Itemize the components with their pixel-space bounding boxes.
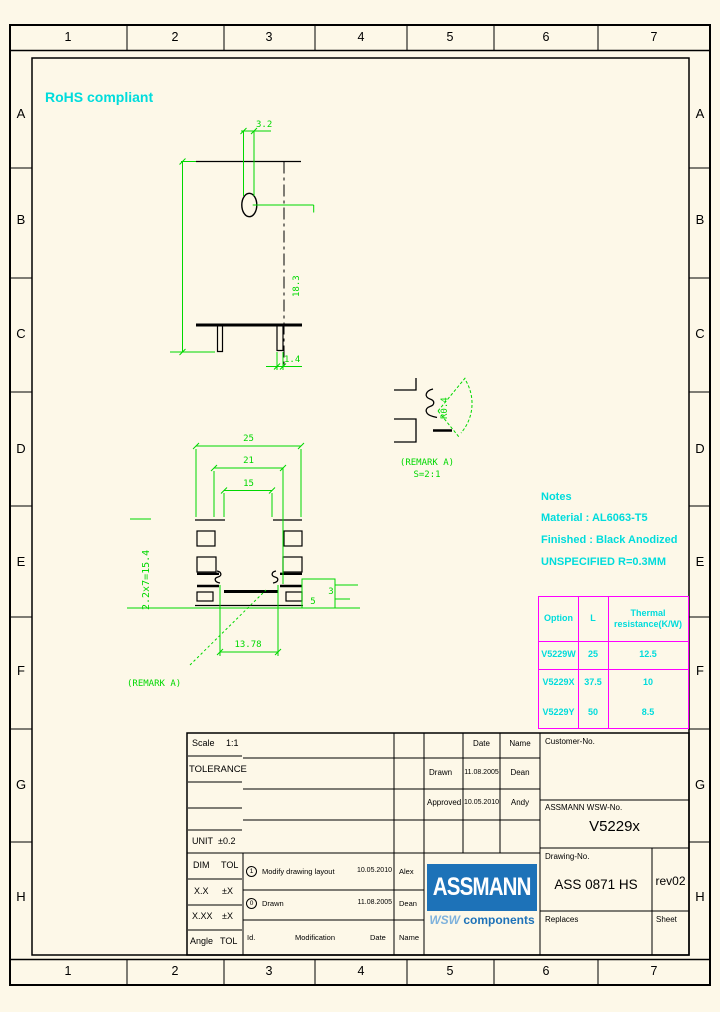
notes-title: Notes: [541, 491, 572, 503]
dim-overall-width: 25: [243, 434, 254, 444]
grid-col-label: 6: [542, 30, 550, 44]
revision-id-badge: 1: [246, 866, 257, 877]
scale-label: Scale: [192, 738, 215, 748]
grid-row-label: E: [695, 554, 705, 569]
dim-groove-span: 13.78: [234, 640, 262, 650]
grid-col-label: 2: [171, 30, 179, 44]
drawn-date: 11.08.2005: [464, 769, 499, 776]
grid-col-label: 3: [265, 30, 273, 44]
grid-row-label: G: [694, 777, 706, 792]
grid-col-label: 4: [357, 30, 365, 44]
drawn-label: Drawn: [429, 768, 453, 777]
grid-col-label: 1: [64, 30, 72, 44]
tol-label: TOL: [221, 860, 239, 870]
grid-row-label: H: [695, 889, 705, 904]
dim-label: DIM: [193, 860, 210, 870]
option-cell: V5229X: [542, 677, 575, 688]
revision-id-badge: 0: [246, 898, 257, 909]
logo-components-text: components: [463, 913, 535, 927]
sheet-frame: [10, 25, 710, 985]
dim-slot-width: 3.2: [256, 120, 273, 130]
dim-outer-span: 21: [243, 456, 254, 466]
wsw-no-value: V5229x: [589, 818, 640, 835]
notes-unspecified: UNSPECIFIED R=0.3MM: [541, 556, 666, 568]
approved-date: 10.05.2010: [463, 799, 500, 806]
grid-col-label: 5: [446, 964, 454, 978]
option-cell: V5229Y: [542, 706, 575, 717]
grid-row-label: D: [16, 441, 26, 456]
dim-3: 3: [328, 587, 334, 597]
thermal-cell: 8.5: [641, 706, 655, 717]
col-header-thermal: Thermal resistance(K/W): [613, 607, 683, 629]
grid-row-label: A: [695, 106, 705, 121]
top-view: [170, 120, 314, 370]
remark-callout: (REMARK A): [127, 679, 182, 689]
options-table: [538, 596, 689, 729]
thermal-cell: 10: [642, 677, 653, 688]
grid-row-label: E: [16, 554, 26, 569]
rev-footer-name: Name: [399, 933, 420, 942]
name-header: Name: [509, 739, 531, 748]
grid-col-label: 7: [650, 964, 658, 978]
dim-body-height: 18.3: [292, 275, 302, 297]
dim-inner-span: 15: [243, 479, 254, 489]
grid-row-label: F: [696, 663, 704, 678]
bottom-view: [127, 434, 360, 689]
dim-detail-radius: R0.4: [440, 397, 450, 419]
tol-row-tol: ±X: [222, 886, 233, 896]
scale-value: 1:1: [226, 738, 239, 748]
rohs-badge: RoHS compliant: [45, 89, 154, 105]
dim-leg-width: 1.4: [284, 355, 301, 365]
grid-row-label: D: [695, 441, 705, 456]
sheet-label: Sheet: [656, 915, 677, 924]
l-cell: 50: [587, 706, 598, 717]
tolerance-label: TOLERANCE: [189, 764, 247, 775]
grid-col-label: 2: [171, 964, 179, 978]
detail-scale: S=2:1: [413, 470, 441, 480]
grid-row-label: H: [16, 889, 26, 904]
revision-name: Alex: [399, 867, 414, 876]
thermal-cell: 12.5: [639, 649, 657, 660]
angle-tol-label: TOL: [220, 936, 238, 946]
rev-footer-modification: Modification: [294, 933, 336, 942]
customer-no-label: Customer-No.: [545, 737, 595, 746]
l-cell: 25: [587, 649, 598, 660]
rev-footer-date: Date: [370, 933, 386, 942]
grid-col-label: 3: [265, 964, 273, 978]
revision-value: rev02: [655, 874, 686, 888]
revision-name: Dean: [399, 899, 417, 908]
grid-row-label: G: [15, 777, 27, 792]
unit-value: ±0.2: [218, 836, 236, 846]
tol-row-dim: X.XX: [192, 911, 213, 921]
rev-footer-id: Id.: [247, 933, 256, 942]
detail-view: [394, 377, 472, 480]
revision-modification: Modify drawing layout: [262, 867, 335, 876]
replaces-label: Replaces: [545, 915, 579, 924]
grid-row-label: F: [17, 663, 25, 678]
drawing-no-label: Drawing-No.: [545, 852, 590, 861]
dim-5: 5: [310, 597, 316, 607]
unit-label: UNIT: [192, 836, 213, 846]
revision-date: 11.08.2005: [357, 899, 392, 906]
col-header-option: Option: [544, 613, 573, 624]
grid-col-label: 1: [64, 964, 72, 978]
dim-fin-pitch: 2.2x7=15.4: [141, 549, 152, 610]
grid-row-label: B: [16, 212, 26, 227]
option-cell: V5229W: [541, 649, 576, 660]
grid-col-label: 7: [650, 30, 658, 44]
grid-col-label: 5: [446, 30, 454, 44]
tol-row-dim: X.X: [194, 886, 209, 896]
approved-name: Andy: [510, 798, 530, 807]
grid-row-label: C: [695, 326, 705, 341]
grid-row-label: B: [695, 212, 705, 227]
tol-row-tol: ±X: [222, 911, 233, 921]
logo-wsw-text: WSW: [429, 913, 460, 927]
detail-label: (REMARK A): [399, 458, 455, 468]
date-header: Date: [473, 739, 490, 748]
assmann-logo-subtitle: [427, 913, 537, 927]
grid-row-label: C: [16, 326, 26, 341]
col-header-l: L: [590, 613, 596, 624]
assmann-logo-text: ASSMANN: [433, 873, 531, 901]
drawn-name: Dean: [510, 768, 530, 777]
angle-label: Angle: [190, 936, 214, 946]
assmann-logo: [427, 864, 537, 911]
grid-row-label: A: [16, 106, 26, 121]
approved-label: Approved: [427, 798, 462, 807]
revision-date: 10.05.2010: [356, 867, 392, 874]
grid-col-label: 6: [542, 964, 550, 978]
notes-finish: Finished : Black Anodized: [541, 534, 678, 546]
notes-material: Material : AL6063-T5: [541, 512, 648, 524]
l-cell: 37.5: [584, 677, 602, 688]
grid-col-label: 4: [357, 964, 365, 978]
wsw-no-label: ASSMANN WSW-No.: [545, 803, 623, 812]
drawing-no-value: ASS 0871 HS: [554, 877, 638, 892]
revision-modification: Drawn: [262, 899, 284, 908]
